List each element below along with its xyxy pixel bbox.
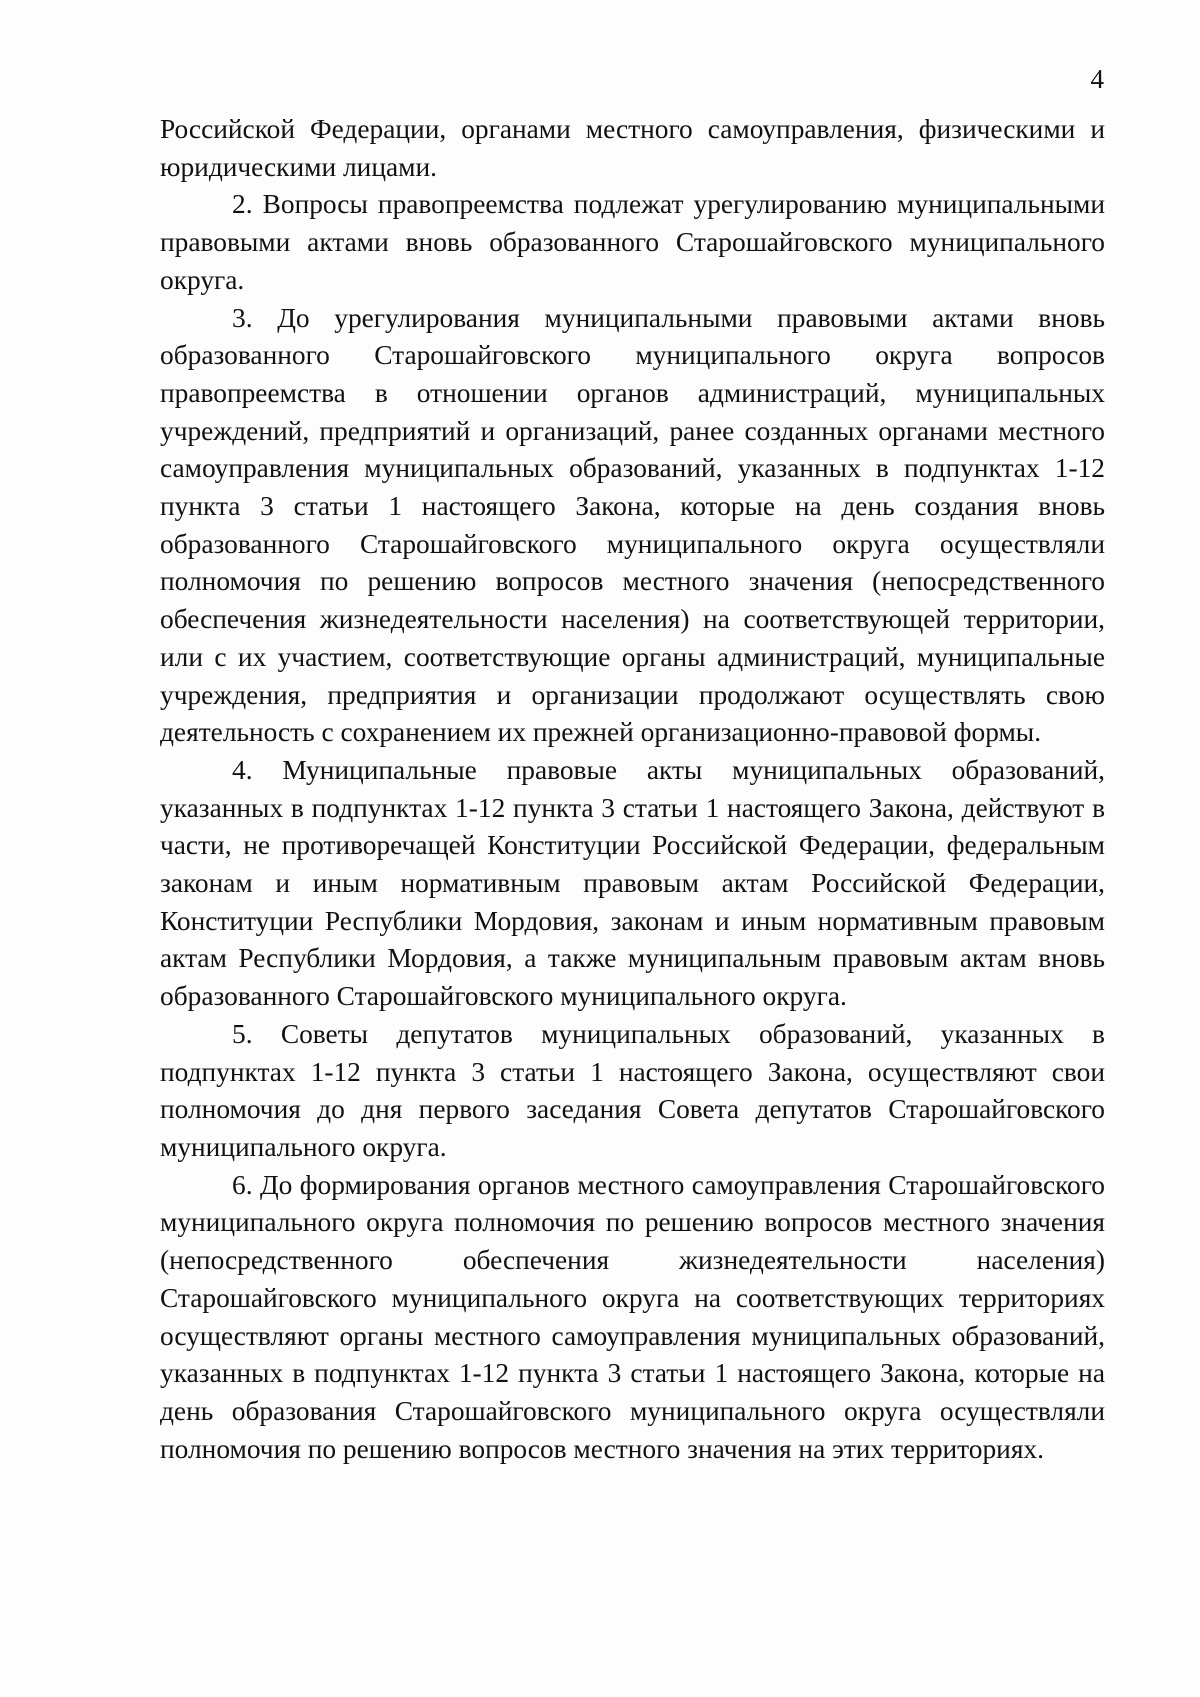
paragraph-4: 4. Муниципальные правовые акты муниципальных образований, указанных в подпунктах 1-12 пункта 3 статьи 1 настоящего Закона, действуют в части, не противоречащей Конституции Российской Федерации, федеральным законам и иным нормативным правовым актам Российской Федерации, Конституции Республики Мордовия, законам и иным нормативным правовым актам Республики Мордовия, а также муниципальным правовым актам вновь образованного Старошайговского муниципального округа. (160, 754, 1105, 1012)
paragraph-3: 3. До урегулирования муниципальными правовыми актами вновь образованного Старошайговского муниципального округа вопросов правопреемства в отношении органов администраций, муниципальных учреждений, предприятий и организаций, ранее созданных органами местного самоуправления муниципальных образований, указанных в подпунктах 1-12 пункта 3 статьи 1 настоящего Закона, которые на день создания вновь образованного Старошайговского муниципального округа осуществляли полномочия по решению вопросов местного значения (непосредственного обеспечения жизнедеятельности населения) на соответствующей территории, или с их участием, соответствующие органы администраций, муниципальные учреждения, предприятия и организации продолжают осуществлять свою деятельность с сохранением их прежней организационно-правовой формы. (160, 302, 1105, 748)
paragraph-6: 6. До формирования органов местного самоуправления Старошайговского муниципального округа полномочия по решению вопросов местного значения (непосредственного обеспечения жизнедеятельности населения) Старошайговского муниципального округа на соответствующих территориях осуществляют органы местного самоуправления муниципальных образований, указанных в подпунктах 1-12 пункта 3 статьи 1 настоящего Закона, которые на день образования Старошайговского муниципального округа осуществляли полномочия по решению вопросов местного значения на этих территориях. (160, 1169, 1105, 1464)
page-number: 4 (1090, 64, 1104, 94)
paragraph-2: 2. Вопросы правопреемства подлежат урегулированию муниципальными правовыми актами вновь образованного Старошайговского муниципального округа. (160, 189, 1105, 295)
paragraph-continuation: Российской Федерации, органами местного самоуправления, физическими и юридическими лицами. (160, 114, 1105, 182)
document-body (160, 111, 1105, 1468)
paragraph-5: 5. Советы депутатов муниципальных образований, указанных в подпунктах 1-12 пункта 3 статьи 1 настоящего Закона, осуществляют свои полномочия до дня первого заседания Совета депутатов Старошайговского муниципального округа. (160, 1018, 1105, 1162)
